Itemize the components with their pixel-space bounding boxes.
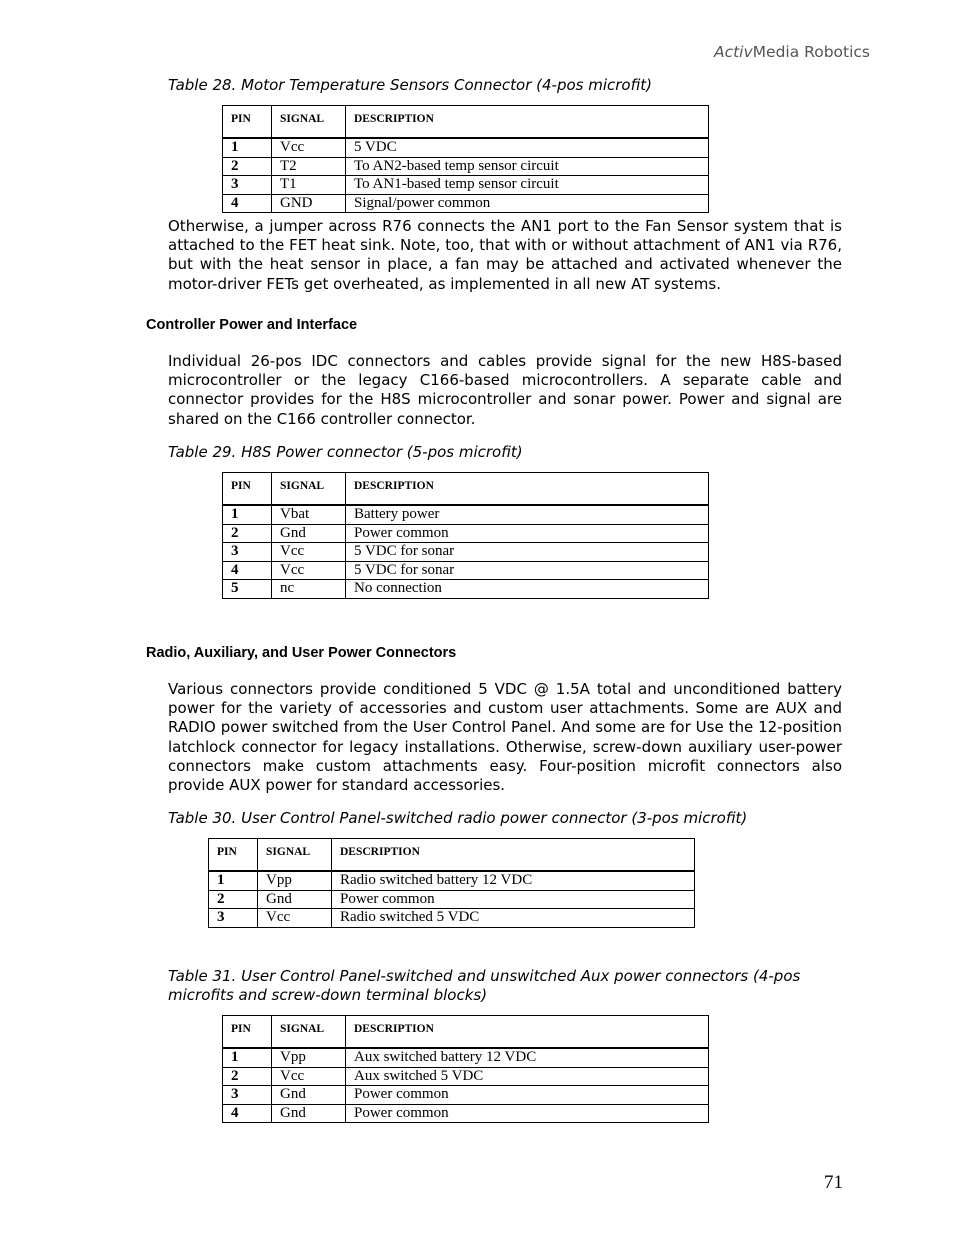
running-header (714, 43, 870, 61)
page-number: 71 (824, 1172, 843, 1193)
table-29 (222, 472, 709, 599)
description-cell: 5 VDC (346, 138, 709, 157)
signal-cell: T2 (272, 157, 346, 176)
section-heading-controller-power: Controller Power and Interface (146, 317, 358, 333)
paragraph-fan-sensor: Otherwise, a jumper across R76 connects the AN1 port to the Fan Sensor system that is attached to the FET heat sink. Note, too, that with or without attachment of AN1 via R76, but with the heat sensor in place, a fan may be attached and activated whenever the motor-driver FETs get overheated, as implemented in all new AT systems. (168, 217, 842, 293)
pin-cell: 2 (223, 524, 272, 543)
signal-cell: T1 (272, 176, 346, 195)
pin-cell: 1 (223, 505, 272, 524)
table-31-caption: Table 31. User Control Panel-switched and unswitched Aux power connectors (4-pos microfits and screw-down terminal blocks) (168, 967, 801, 1004)
description-cell: Power common (346, 1086, 709, 1105)
header-brand-rest: Media Robotics (752, 43, 870, 61)
description-cell: Aux switched battery 12 VDC (346, 1048, 709, 1067)
table-row (223, 580, 709, 599)
section-heading-radio-aux-power: Radio, Auxiliary, and User Power Connectors (146, 645, 457, 661)
column-header-signal: SIGNAL (272, 473, 346, 506)
pin-cell: 3 (223, 543, 272, 562)
signal-cell: Vcc (272, 1067, 346, 1086)
description-cell: Radio switched battery 12 VDC (332, 871, 695, 890)
column-header-pin: PIN (223, 473, 272, 506)
column-header-signal: SIGNAL (258, 839, 332, 872)
table-row (223, 1067, 709, 1086)
table-30 (208, 838, 695, 928)
table-row (223, 561, 709, 580)
column-header-description: DESCRIPTION (346, 473, 709, 506)
signal-cell: Vcc (272, 543, 346, 562)
table-30-caption: Table 30. User Control Panel-switched radio power connector (3-pos microfit) (168, 809, 748, 827)
table-row (223, 138, 709, 157)
signal-cell: nc (272, 580, 346, 599)
column-header-description: DESCRIPTION (346, 1016, 709, 1049)
table-28-caption: Table 28. Motor Temperature Sensors Connector (4-pos microfit) (168, 76, 653, 94)
table-row (223, 1086, 709, 1105)
description-cell: To AN2-based temp sensor circuit (346, 157, 709, 176)
table-header-row (223, 473, 709, 506)
pin-cell: 4 (223, 194, 272, 213)
pin-cell: 1 (223, 1048, 272, 1067)
description-cell: Power common (346, 524, 709, 543)
signal-cell: Vcc (272, 138, 346, 157)
pin-cell: 1 (223, 138, 272, 157)
signal-cell: Gnd (272, 1086, 346, 1105)
pin-cell: 2 (223, 157, 272, 176)
pin-cell: 3 (209, 909, 258, 928)
description-cell: To AN1-based temp sensor circuit (346, 176, 709, 195)
description-cell: Power common (332, 890, 695, 909)
table-header-row (209, 839, 695, 872)
paragraph-controller-power: Individual 26-pos IDC connectors and cables provide signal for the new H8S-based microcontroller or the legacy C166-based microcontrollers. A separate cable and connector provides for the H8S microcontroller and sonar power. Power and signal are shared on the C166 controller connector. (168, 352, 842, 428)
column-header-pin: PIN (223, 1016, 272, 1049)
signal-cell: Vcc (258, 909, 332, 928)
table-row (209, 890, 695, 909)
signal-cell: GND (272, 194, 346, 213)
pin-cell: 2 (223, 1067, 272, 1086)
description-cell: Power common (346, 1104, 709, 1123)
header-brand-italic: Activ (713, 43, 753, 61)
description-cell: 5 VDC for sonar (346, 543, 709, 562)
table-row (223, 1104, 709, 1123)
description-cell: Aux switched 5 VDC (346, 1067, 709, 1086)
pin-cell: 4 (223, 1104, 272, 1123)
description-cell: Battery power (346, 505, 709, 524)
signal-cell: Gnd (258, 890, 332, 909)
column-header-pin: PIN (209, 839, 258, 872)
table-row (223, 194, 709, 213)
description-cell: No connection (346, 580, 709, 599)
column-header-description: DESCRIPTION (332, 839, 695, 872)
column-header-signal: SIGNAL (272, 1016, 346, 1049)
column-header-description: DESCRIPTION (346, 106, 709, 139)
table-29-caption: Table 29. H8S Power connector (5-pos microfit) (168, 443, 523, 461)
table-row (223, 524, 709, 543)
signal-cell: Vbat (272, 505, 346, 524)
table-header-row (223, 1016, 709, 1049)
signal-cell: Vpp (272, 1048, 346, 1067)
description-cell: 5 VDC for sonar (346, 561, 709, 580)
description-cell: Signal/power common (346, 194, 709, 213)
pin-cell: 2 (209, 890, 258, 909)
table-row (223, 505, 709, 524)
pin-cell: 4 (223, 561, 272, 580)
pin-cell: 5 (223, 580, 272, 599)
table-row (223, 176, 709, 195)
signal-cell: Gnd (272, 524, 346, 543)
table-28 (222, 105, 709, 213)
pin-cell: 3 (223, 176, 272, 195)
signal-cell: Vpp (258, 871, 332, 890)
table-row (209, 909, 695, 928)
table-row (209, 871, 695, 890)
column-header-pin: PIN (223, 106, 272, 139)
table-31 (222, 1015, 709, 1123)
table-row (223, 157, 709, 176)
pin-cell: 1 (209, 871, 258, 890)
table-row (223, 543, 709, 562)
table-header-row (223, 106, 709, 139)
column-header-signal: SIGNAL (272, 106, 346, 139)
paragraph-radio-aux-power: Various connectors provide conditioned 5 VDC @ 1.5A total and unconditioned battery power for the variety of accessories and custom user attachments. Some are AUX and RADIO power switched from the User Control Panel. And some are for Use the 12-position latchlock connector for legacy installations. Otherwise, screw-down auxiliary user-power connectors make custom attachments easy. Four-position microfit connectors also provide AUX power for standard accessories. (168, 680, 842, 795)
description-cell: Radio switched 5 VDC (332, 909, 695, 928)
signal-cell: Vcc (272, 561, 346, 580)
table-row (223, 1048, 709, 1067)
pin-cell: 3 (223, 1086, 272, 1105)
signal-cell: Gnd (272, 1104, 346, 1123)
